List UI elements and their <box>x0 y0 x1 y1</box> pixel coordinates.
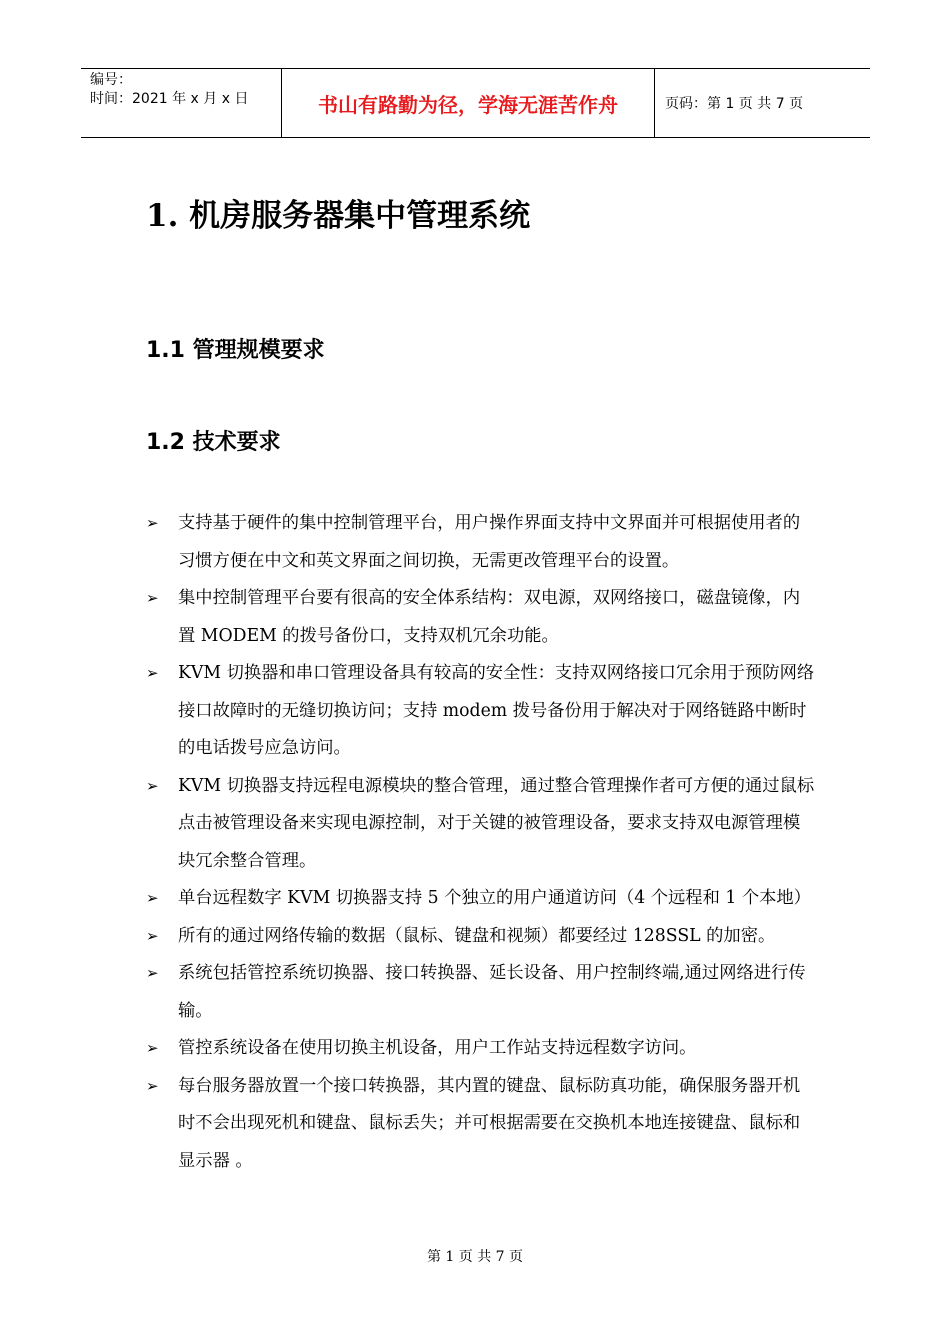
list-item-text: 单台远程数字 KVM 切换器支持 5 个独立的用户通道访问（4 个远程和 1 个本地） <box>178 888 811 908</box>
list-item <box>146 768 816 881</box>
list-item-text: 所有的通过网络传输的数据（鼠标、键盘和视频）都要经过 128SSL 的加密。 <box>178 925 776 946</box>
arrow-bullet-icon: ➢ <box>146 664 159 682</box>
list-item-text: 系统包括管控系统切换器、接口转换器、延长设备、用户控制终端,通过网络进行传输。 <box>178 963 806 1021</box>
arrow-bullet-icon: ➢ <box>146 926 159 945</box>
arrow-bullet-icon: ➢ <box>146 514 159 532</box>
list-item <box>146 655 816 768</box>
list-item <box>146 918 816 956</box>
arrow-bullet-icon: ➢ <box>146 1039 159 1057</box>
list-item <box>146 955 816 1030</box>
list-item-text: KVM 切换器支持远程电源模块的整合管理，通过整合管理操作者可方便的通过鼠标点击被管理设备来实现电源控制，对于关键的被管理设备，要求支持双电源管理模块冗余整合管理。 <box>178 775 815 871</box>
list-item <box>146 1068 816 1181</box>
arrow-bullet-icon: ➢ <box>146 589 159 607</box>
list-item-text: 管控系统设备在使用切换主机设备，用户工作站支持远程数字访问。 <box>178 1038 697 1058</box>
header-motto: 书山有路勤为径，学海无涯苦作舟 <box>282 69 655 137</box>
header-meta-cell <box>81 69 282 137</box>
list-item <box>146 880 816 918</box>
list-item <box>146 505 816 580</box>
arrow-bullet-icon: ➢ <box>146 1076 159 1095</box>
header-number-label: 编号： <box>90 72 132 88</box>
section-heading-1-2: 1.2 技术要求 <box>146 430 281 455</box>
header-page-info: 页码：第 1 页 共 7 页 <box>665 96 804 112</box>
list-item-text: 每台服务器放置一个接口转换器，其内置的键盘、鼠标防真功能，确保服务器开机时不会出现死机和键盘、鼠标丢失；并可根据需要在交换机本地连接键盘、鼠标和显示器 。 <box>178 1075 801 1171</box>
page-footer: 第 1 页 共 7 页 <box>426 1249 524 1265</box>
section-heading-1-1: 1.1 管理规模要求 <box>146 338 325 363</box>
list-item-text: 支持基于硬件的集中控制管理平台，用户操作界面支持中文界面并可根据使用者的习惯方便在中文和英文界面之间切换，无需更改管理平台的设置。 <box>178 513 801 571</box>
header-time-label: 时间：2021 年 x 月 x 日 <box>90 91 249 107</box>
list-item <box>146 580 816 655</box>
page-header <box>81 68 870 138</box>
list-item-text: 集中控制管理平台要有很高的安全体系结构：双电源，双网络接口，磁盘镜像，内置 MODEM 的拨号备份口，支持双机冗余功能。 <box>178 588 801 646</box>
list-item-text: KVM 切换器和串口管理设备具有较高的安全性：支持双网络接口冗余用于预防网络接口故障时的无缝切换访问；支持 modem 拨号备份用于解决对于网络链路中断时的电话拨号应急访问。 <box>178 663 815 758</box>
arrow-bullet-icon: ➢ <box>146 889 159 907</box>
requirements-list <box>146 505 816 1180</box>
arrow-bullet-icon: ➢ <box>146 776 159 795</box>
document-title: 1. 机房服务器集中管理系统 <box>146 198 531 234</box>
arrow-bullet-icon: ➢ <box>146 964 159 982</box>
list-item <box>146 1030 816 1068</box>
